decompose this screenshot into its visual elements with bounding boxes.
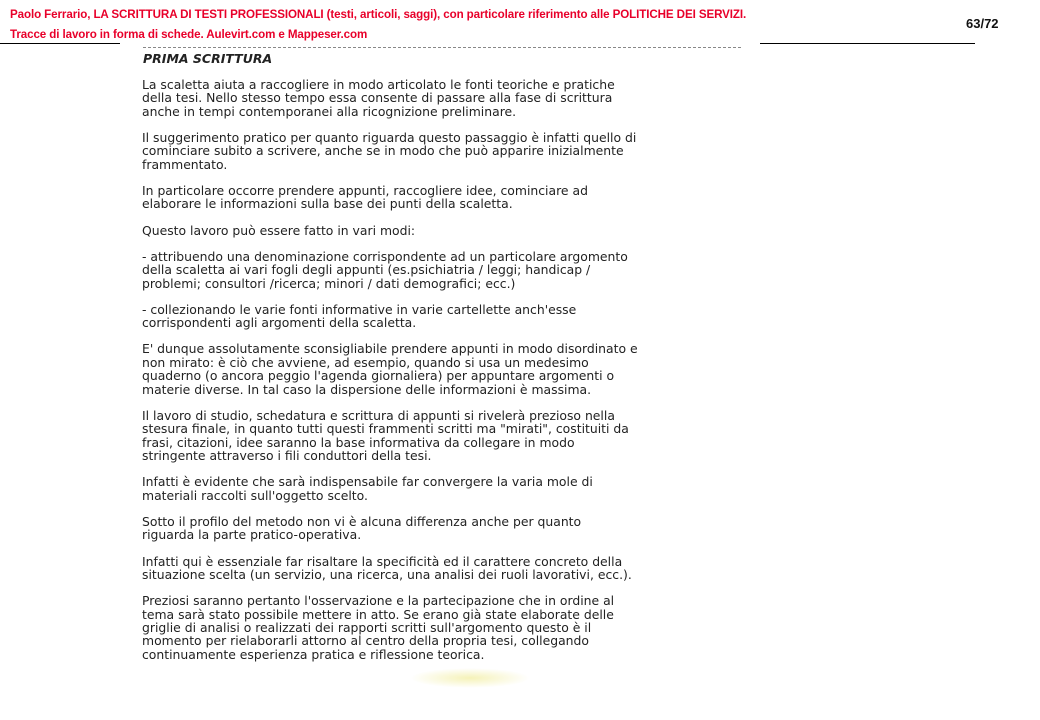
text-line: materie diverse. In tal caso la dispersione delle informazioni è massima. xyxy=(142,381,592,397)
text-line: E' dunque assolutamente sconsigliabile prendere appunti in modo disordinato e xyxy=(142,341,638,357)
text-line: cominciare subito a scrivere, anche se in modo che può apparire inizialmente xyxy=(142,143,624,159)
text-line: problemi; consultori /ricerca; minori / dati demografici; ecc.) xyxy=(142,275,516,291)
header-title: Paolo Ferrario, LA SCRITTURA DI TESTI PROFESSIONALI (testi, articoli, saggi), con particolare riferimento alle POLITICHE DEI SERVIZI. xyxy=(10,8,747,21)
paragraph xyxy=(142,409,762,463)
text-line: - attribuendo una denominazione corrispondente ad un particolare argomento xyxy=(142,248,628,264)
text-line: frammentato. xyxy=(142,156,228,172)
text-line: La scaletta aiuta a raccogliere in modo articolato le fonti teoriche e pratiche xyxy=(142,77,615,92)
paragraph xyxy=(142,342,762,396)
document-body xyxy=(142,78,762,674)
text-line: della tesi. Nello stesso tempo essa consente di passare alla fase di scrittura xyxy=(142,90,613,106)
text-line: riguarda la parte pratico-operativa. xyxy=(142,527,362,543)
paragraph xyxy=(142,224,762,237)
paragraph xyxy=(142,475,762,502)
paragraph xyxy=(142,303,762,330)
text-line: situazione scelta (un servizio, una ricerca, una analisi dei ruoli lavorativi, ecc.). xyxy=(142,566,632,582)
text-line: In particolare occorre prendere appunti, raccogliere idee, cominciare ad xyxy=(142,183,588,199)
text-line: frasi, citazioni, idee saranno la base informativa da collegare in modo xyxy=(142,434,575,450)
text-line: Questo lavoro può essere fatto in vari modi: xyxy=(142,222,416,238)
paragraph xyxy=(142,78,762,118)
page-number: 63/72 xyxy=(966,16,999,31)
text-line: della scaletta ai vari fogli degli appunti (es.psichiatria / leggi; handicap / xyxy=(142,262,591,278)
text-line: momento per rielaborarli attorno al centro della propria tesi, collegando xyxy=(142,633,589,649)
text-line: non mirato: è ciò che avviene, ad esempio, quando si usa un medesimo xyxy=(142,354,589,370)
text-line: Sotto il profilo del metodo non vi è alcuna differenza anche per quanto xyxy=(142,513,582,529)
text-line: Il suggerimento pratico per quanto riguarda questo passaggio è infatti quello di xyxy=(142,130,637,146)
paragraph xyxy=(142,131,762,171)
text-line: Il lavoro di studio, schedatura e scrittura di appunti si rivelerà prezioso nella xyxy=(142,407,615,423)
header-rule-left xyxy=(0,43,120,44)
paragraph xyxy=(142,594,762,661)
text-line: Infatti è evidente che sarà indispensabile far convergere la varia mole di xyxy=(142,474,593,490)
text-line: stesura finale, in quanto tutti questi frammenti scritti ma "mirati", costituiti da xyxy=(142,421,629,437)
text-line: materiali raccolti sull'oggetto scelto. xyxy=(142,487,368,503)
text-line: corrispondenti agli argomenti della scaletta. xyxy=(142,315,417,331)
paragraph xyxy=(142,250,762,290)
paragraph xyxy=(142,184,762,211)
header-subtitle: Tracce di lavoro in forma di schede. Aulevirt.com e Mappeser.com xyxy=(10,28,368,41)
paragraph xyxy=(142,515,762,542)
paragraph xyxy=(142,555,762,582)
text-line: tema sarà stato possibile mettere in atto. Se erano già state elaborate delle xyxy=(142,606,614,622)
text-line: continuamente esperienza pratica e riflessione teorica. xyxy=(142,646,485,662)
text-line: - collezionando le varie fonti informative in varie cartellette anch'esse xyxy=(142,301,577,317)
text-line: stringente attraverso i fili conduttori della tesi. xyxy=(142,448,432,464)
dashed-divider xyxy=(143,47,741,48)
text-line: quaderno (o ancora peggio l'agenda giornaliera) per appuntare argomenti o xyxy=(142,368,615,384)
header-rule-right xyxy=(760,43,975,44)
text-line: anche in tempi contemporanei alla ricognizione preliminare. xyxy=(142,103,517,119)
scan-smudge xyxy=(410,668,530,688)
text-line: elaborare le informazioni sulla base dei punti della scaletta. xyxy=(142,196,513,212)
text-line: Infatti qui è essenziale far risaltare la specificità ed il carattere concreto della xyxy=(142,553,623,569)
section-title: PRIMA SCRITTURA xyxy=(143,51,273,66)
text-line: griglie di analisi o realizzati dei rapporti scritti sull'argomento questo è il xyxy=(142,619,592,635)
text-line: Preziosi saranno pertanto l'osservazione e la partecipazione che in ordine al xyxy=(142,593,615,609)
